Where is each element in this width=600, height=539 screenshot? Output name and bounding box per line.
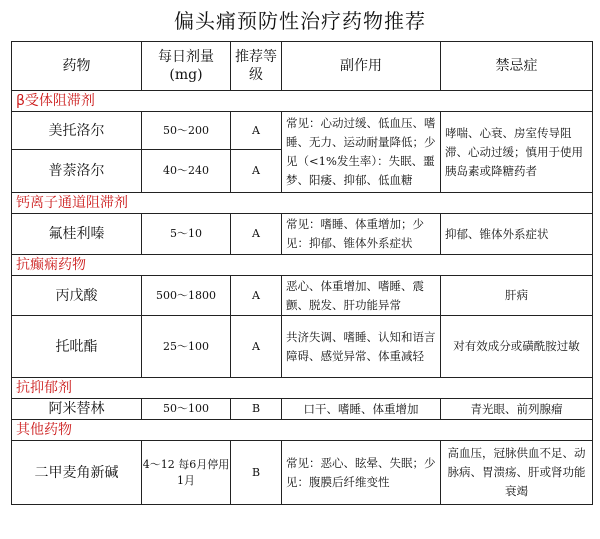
drug-name: 普萘洛尔 bbox=[12, 150, 142, 193]
drug-name: 丙戊酸 bbox=[12, 276, 142, 316]
side-effects: 恶心、体重增加、嗜睡、震颤、脱发、肝功能异常 bbox=[282, 276, 441, 316]
section-label: 抗抑郁剂 bbox=[12, 378, 593, 399]
section-label: β受体阻滞剂 bbox=[12, 91, 593, 112]
drug-name: 美托洛尔 bbox=[12, 112, 142, 150]
drug-dose: 50～100 bbox=[142, 399, 231, 420]
drug-grade: A bbox=[231, 112, 282, 150]
drug-dose: 4～12 每6月停用1月 bbox=[142, 441, 231, 505]
contraindications: 哮喘、心衰、房室传导阻滞、心动过缓；慎用于使用胰岛素或降糖药者 bbox=[441, 112, 593, 193]
section-label: 钙离子通道阻滞剂 bbox=[12, 193, 593, 214]
drug-dose: 50～200 bbox=[142, 112, 231, 150]
table-row bbox=[12, 112, 593, 150]
contraindications: 青光眼、前列腺瘤 bbox=[441, 399, 593, 420]
drug-name: 阿米替林 bbox=[12, 399, 142, 420]
drug-dose: 500～1800 bbox=[142, 276, 231, 316]
section-row bbox=[12, 420, 593, 441]
drug-grade: B bbox=[231, 399, 282, 420]
drug-dose: 25～100 bbox=[142, 316, 231, 378]
header-grade: 推荐等级 bbox=[231, 42, 282, 91]
section-row bbox=[12, 255, 593, 276]
drug-dose: 40～240 bbox=[142, 150, 231, 193]
drug-grade: A bbox=[231, 316, 282, 378]
drug-grade: A bbox=[231, 214, 282, 255]
table-row bbox=[12, 316, 593, 378]
drug-name: 托吡酯 bbox=[12, 316, 142, 378]
drug-grade: A bbox=[231, 150, 282, 193]
side-effects: 常见：心动过缓、低血压、嗜睡、无力、运动耐量降低；少见（<1%发生率）：失眠、噩梦、阳痿、抑郁、低血糖 bbox=[282, 112, 441, 193]
side-effects: 常见：嗜睡、体重增加；少见：抑郁、锥体外系症状 bbox=[282, 214, 441, 255]
page-title: 偏头痛预防性治疗药物推荐 bbox=[174, 9, 426, 33]
section-row bbox=[12, 91, 593, 112]
drug-name: 二甲麦角新碱 bbox=[12, 441, 142, 505]
table-row bbox=[12, 276, 593, 316]
side-effects: 常见：恶心、眩晕、失眠；少见：腹膜后纤维变性 bbox=[282, 441, 441, 505]
section-label: 其他药物 bbox=[12, 420, 593, 441]
drug-name: 氟桂利嗪 bbox=[12, 214, 142, 255]
header-side-effects: 副作用 bbox=[282, 42, 441, 91]
contraindications: 对有效成分或磺酰胺过敏 bbox=[441, 316, 593, 378]
section-row bbox=[12, 378, 593, 399]
header-drug: 药物 bbox=[12, 42, 142, 91]
table-row bbox=[12, 441, 593, 505]
drug-grade: B bbox=[231, 441, 282, 505]
header-row bbox=[12, 42, 593, 91]
side-effects: 共济失调、嗜睡、认知和语言障碍、感觉异常、体重减轻 bbox=[282, 316, 441, 378]
drug-grade: A bbox=[231, 276, 282, 316]
section-row bbox=[12, 193, 593, 214]
header-contraindications: 禁忌症 bbox=[441, 42, 593, 91]
table-row bbox=[12, 399, 593, 420]
contraindications: 肝病 bbox=[441, 276, 593, 316]
contraindications: 抑郁、锥体外系症状 bbox=[441, 214, 593, 255]
side-effects: 口干、嗜睡、体重增加 bbox=[282, 399, 441, 420]
contraindications: 高血压，冠脉供血不足、动脉病、胃溃疡、肝或肾功能衰竭 bbox=[441, 441, 593, 505]
table-row bbox=[12, 214, 593, 255]
section-label: 抗癫痫药物 bbox=[12, 255, 593, 276]
header-dose: 每日剂量(mg) bbox=[142, 42, 231, 91]
drug-table bbox=[11, 41, 593, 505]
drug-dose: 5～10 bbox=[142, 214, 231, 255]
